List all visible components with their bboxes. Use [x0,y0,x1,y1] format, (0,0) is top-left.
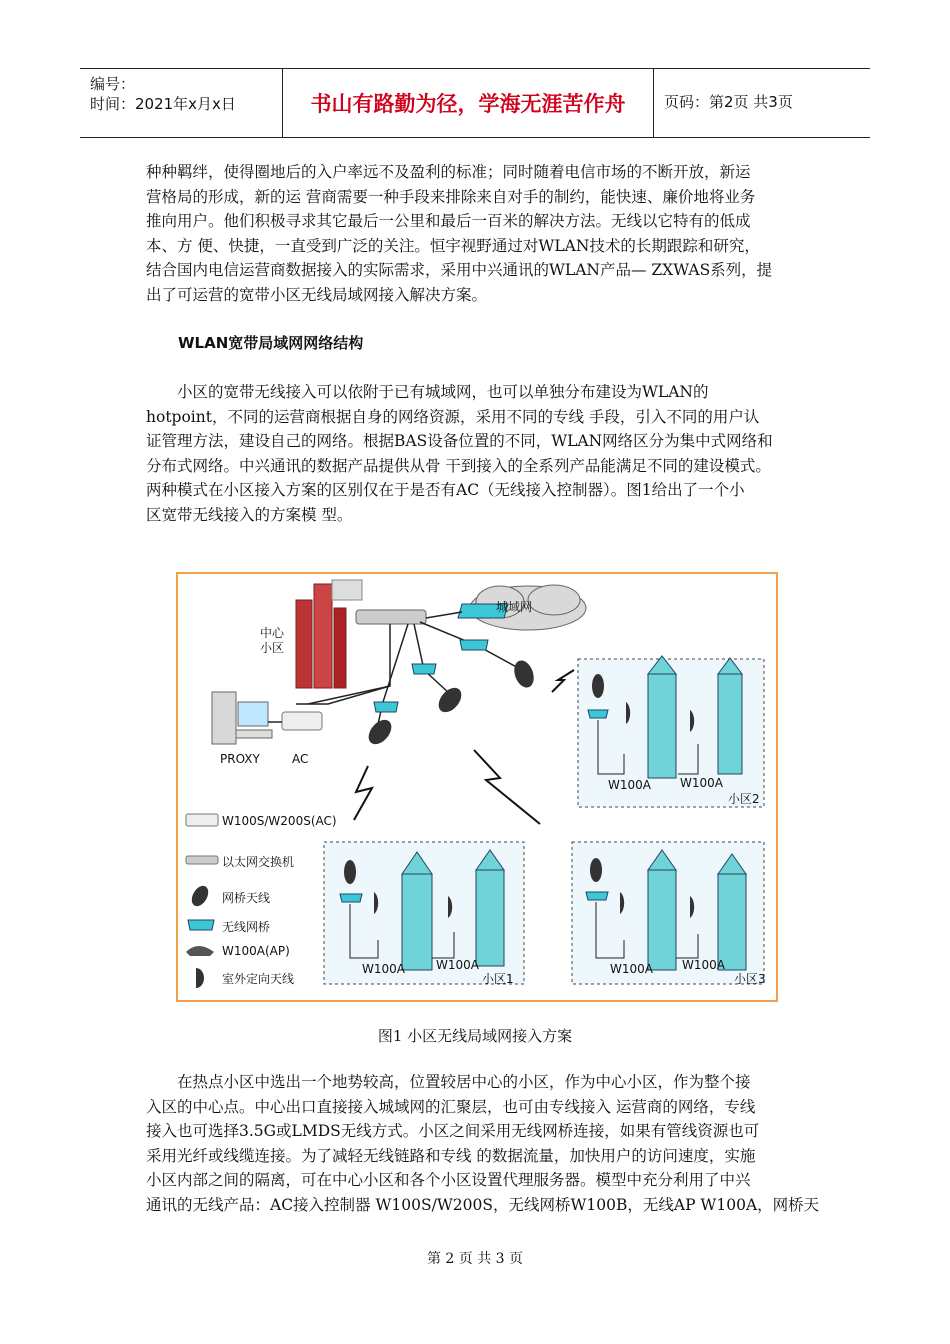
text-line: 在热点小区中选出一个地势较高，位置较居中心的小区，作为中心小区，作为整个接 [146,1073,751,1091]
legend-wireless-bridge-icon [188,920,214,930]
text-line: 小区的宽带无线接入可以依附于已有城域网，也可以单独分布建设为WLAN的 [146,383,709,401]
text-line: 结合国内电信运营商数据接入的实际需求，采用中兴通讯的WLAN产品— ZXWAS系列，提 [146,261,773,279]
legend-ap-icon [186,946,214,956]
text-line: 通讯的无线产品：AC接入控制器 W100S/W200S，无线网桥W100B，无线AP W100A，网桥天 [146,1195,820,1214]
text-line: 本、方 便、快捷，一直受到广泛的关注。恒宇视野通过对WLAN技术的长期跟踪和研究， [146,236,760,255]
legend-item: 无线网桥 [222,920,271,934]
wireless-link-icon [474,750,540,824]
section-heading: WLAN宽带局域网网络结构 [178,334,364,352]
text-line: 证管理方法，建设自己的网络。根据BAS设备位置的不同，WLAN网络区分为集中式网络和 [146,432,773,450]
text-line: 区宽带无线接入的方案模 型。 [146,505,353,524]
proxy-computer-icon [212,692,272,744]
page-footer: 第 2 页 共 3 页 [426,1251,524,1267]
motto: 书山有路勤为径，学海无涯苦作舟 [283,69,654,137]
bridge-antenna-icon [344,860,356,884]
wireless-bridge-icon [412,664,436,674]
center-zone-label: 中心 小区 [260,626,285,655]
w100a-label: W100A [608,778,651,792]
wireless-bridge-icon [588,710,608,718]
bridge-antenna-icon [590,858,602,882]
legend-switch-icon [186,856,218,864]
text-line: 出了可运营的宽带小区无线局域网接入解决方案。 [146,285,488,304]
wireless-bridge-icon [586,892,608,900]
legend-outdoor-antenna-icon [196,968,204,988]
bridge-antenna-icon [592,674,604,698]
page-header [80,68,870,138]
paragraph-2 [146,380,826,527]
text-line: 接入也可选择3.5G或LMDS无线方式。小区之间采用无线网桥连接，如果有管线资源也可 [146,1122,760,1140]
w100a-label: W100A [362,962,405,976]
text-line: hotpoint，不同的运营商根据自身的网络资源，采用不同的专线 手段，引入不同的用户认 [146,407,760,426]
wireless-bridge-icon [340,894,362,902]
w100a-label: W100A [610,962,653,976]
time-label: 时间：2021年x月x日 [90,95,236,113]
zone-3-label: 小区3 [734,972,766,986]
w100a-label: W100A [680,776,723,790]
legend-item: W100S/W200S(AC) [222,814,337,828]
text-line: 推向用户。他们积极寻求其它最后一公里和最后一百米的解决方法。无线以它特有的低成 [146,212,751,230]
figure-caption: 图1 小区无线局域网接入方案 [377,1027,573,1045]
text-line: 采用光纤或线缆连接。为了减轻无线链路和专线 的数据流量，加快用户的访问速度，实施 [146,1146,756,1165]
bridge-antenna-icon [434,683,466,716]
city-network-label: 城域网 [496,600,533,614]
text-line: 小区内部之间的隔离，可在中心小区和各个小区设置代理服务器。模型中充分利用了中兴 [146,1171,751,1189]
text-line: 营格局的形成，新的运 营商需要一种手段来排除来自对手的制约，能快速、廉价地将业务 [146,187,756,206]
legend-item: W100A(AP) [222,944,290,958]
zone-1-label: 小区1 [482,972,514,986]
zone-2-label: 小区2 [728,792,760,806]
center-building-icon [296,580,362,688]
w100a-label: W100A [682,958,725,972]
bridge-antenna-icon [364,715,396,748]
wireless-bridge-icon [374,702,398,712]
text-line: 两种模式在小区接入方案的区别仅在于是否有AC（无线接入控制器）。图1给出了一个小 [146,481,745,499]
page-info: 页码：第2页 共3页 [664,93,793,111]
number-label: 编号： [90,75,136,93]
w100a-label: W100A [436,958,479,972]
bridge-antenna-icon [511,658,537,690]
legend-bridge-antenna-icon [188,883,211,909]
legend-ac-device-icon [186,814,218,826]
wireless-link-icon [552,670,574,692]
wireless-bridge-icon [460,640,488,650]
wireless-link-icon [354,766,372,820]
text-line: 分布式网络。中兴通讯的数据产品提供从骨 干到接入的全系列产品能满足不同的建设模式。 [146,456,771,475]
text-line: 入区的中心点。中心出口直接接入城域网的汇聚层，也可由专线接入 运营商的网络，专线 [146,1097,756,1116]
network-diagram-figure [176,572,778,1002]
legend-item: 以太网交换机 [222,855,295,869]
proxy-label: PROXY [220,752,260,766]
ac-label: AC [292,752,309,766]
switch-icon [356,610,426,624]
legend-item: 网桥天线 [222,891,271,905]
ac-device-icon [282,712,322,730]
paragraph-3 [146,1070,826,1217]
header-meta-cell [80,69,283,137]
paragraph-1 [146,160,826,307]
legend-item: 室外定向天线 [222,972,295,986]
text-line: 种种羁绊，使得圈地后的入户率远不及盈利的标准；同时随着电信市场的不断开放，新运 [146,163,751,181]
